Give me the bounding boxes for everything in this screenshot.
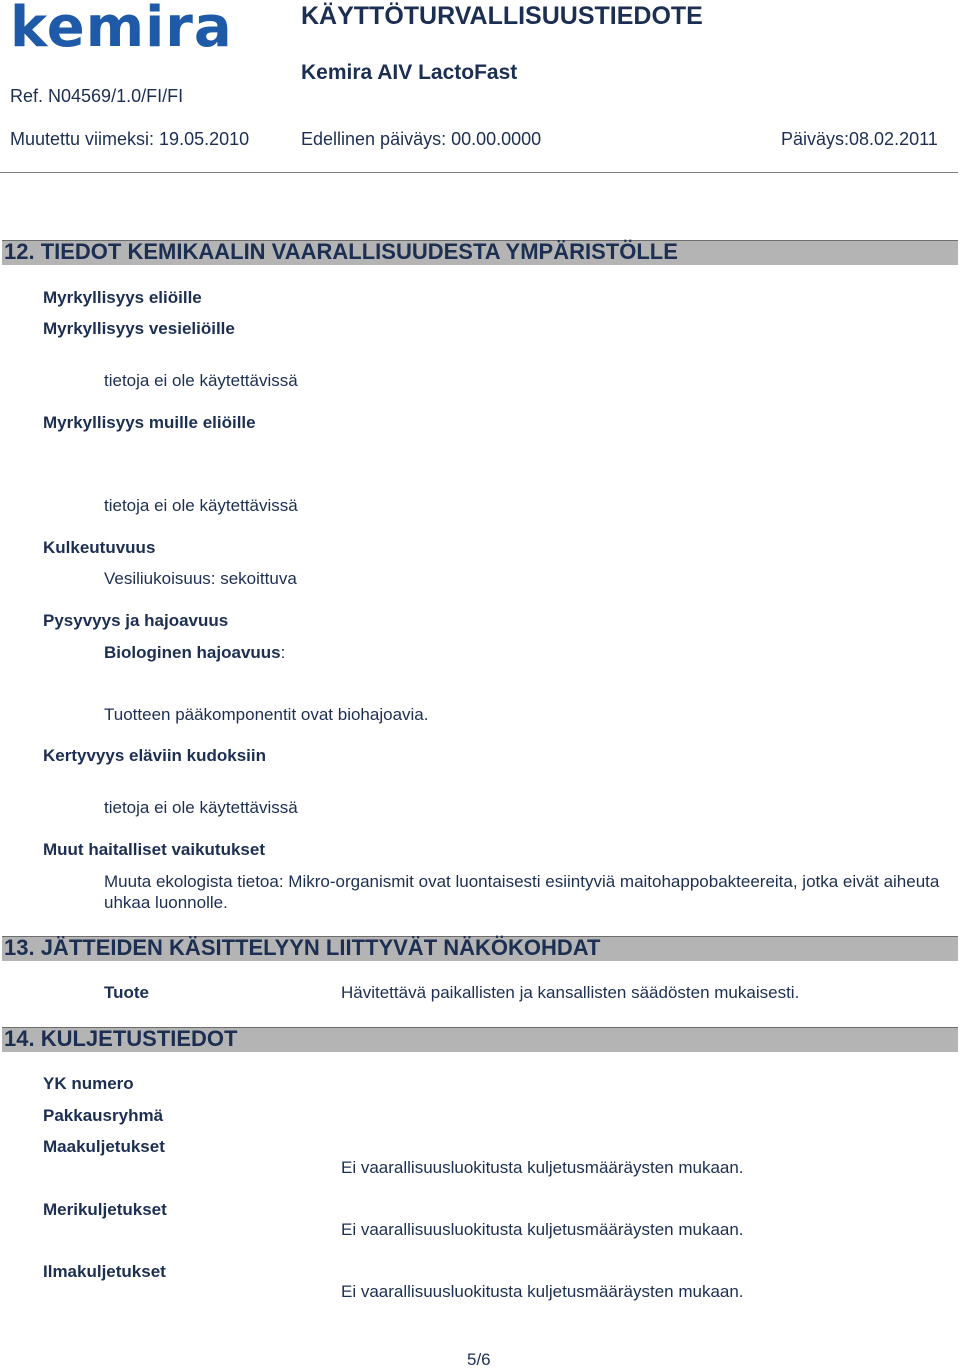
section-13-header: [2, 936, 958, 961]
header-divider: [0, 172, 958, 173]
section-13-title: 13. JÄTTEIDEN KÄSITTELYYN LIITTYVÄT NÄKÖKOHDAT: [4, 935, 601, 960]
mobility-label: Kulkeutuvuus: [43, 538, 156, 557]
section-14-header: [2, 1027, 958, 1052]
persistence-label: Pysyvyys ja hajoavuus: [43, 611, 229, 630]
section-14-title: 14. KULJETUSTIEDOT: [4, 1026, 238, 1051]
aquatic-toxicity-label: Myrkyllisyys vesieliöille: [43, 319, 235, 338]
other-toxicity-label: Myrkyllisyys muille eliöille: [43, 413, 256, 432]
page-number: 5/6: [467, 1350, 491, 1369]
document-title: KÄYTTÖTURVALLISUUSTIEDOTE: [301, 2, 703, 30]
waste-product-value: Hävitettävä paikallisten ja kansallisten säädösten mukaisesti.: [341, 983, 800, 1002]
modified-date: Muutettu viimeksi: 19.05.2010: [10, 129, 250, 149]
biodegradability-label-text: Biologinen hajoavuus: [104, 643, 281, 662]
adverse-effects-value: Muuta ekologista tietoa: Mikro-organismit ovat luontaisesti esiintyviä maitohappobakteereita, jotka eivät aiheuta uhkaa luonnolle.: [104, 872, 940, 912]
biodegradability-colon: :: [280, 643, 286, 662]
kemira-logo: kemira: [10, 0, 233, 60]
product-name: Kemira AIV LactoFast: [301, 61, 518, 84]
bioaccumulation-value: tietoja ei ole käytettävissä: [104, 798, 298, 817]
un-number-label: YK numero: [43, 1074, 134, 1093]
waste-product-label: Tuote: [104, 983, 150, 1002]
other-toxicity-value: tietoja ei ole käytettävissä: [104, 496, 298, 515]
aquatic-toxicity-value: tietoja ei ole käytettävissä: [104, 371, 298, 390]
bioaccumulation-label: Kertyvyys eläviin kudoksiin: [43, 746, 266, 765]
packing-group-label: Pakkausryhmä: [43, 1106, 164, 1125]
air-transport-label: Ilmakuljetukset: [43, 1262, 166, 1281]
section-12-header: [2, 240, 958, 265]
mobility-value: Vesiliukoisuus: sekoittuva: [104, 569, 297, 588]
issue-date: Päiväys:08.02.2011: [781, 129, 938, 149]
sea-transport-label: Merikuljetukset: [43, 1200, 167, 1219]
previous-date: Edellinen päiväys: 00.00.0000: [301, 129, 542, 149]
reference-number: Ref. N04569/1.0/FI/FI: [10, 86, 184, 106]
biodegradability-value: Tuotteen pääkomponentit ovat biohajoavia.: [104, 705, 429, 724]
sea-transport-value: Ei vaarallisuusluokitusta kuljetusmääräysten mukaan.: [341, 1220, 744, 1239]
ecotoxicity-label: Myrkyllisyys eliöille: [43, 288, 202, 307]
adverse-effects-label: Muut haitalliset vaikutukset: [43, 840, 265, 859]
biodegradability-label: [104, 643, 285, 663]
road-transport-value: Ei vaarallisuusluokitusta kuljetusmääräysten mukaan.: [341, 1158, 744, 1177]
road-transport-label: Maakuljetukset: [43, 1137, 165, 1156]
section-12-title: 12. TIEDOT KEMIKAALIN VAARALLISUUDESTA YMPÄRISTÖLLE: [4, 239, 678, 264]
air-transport-value: Ei vaarallisuusluokitusta kuljetusmääräysten mukaan.: [341, 1282, 744, 1301]
